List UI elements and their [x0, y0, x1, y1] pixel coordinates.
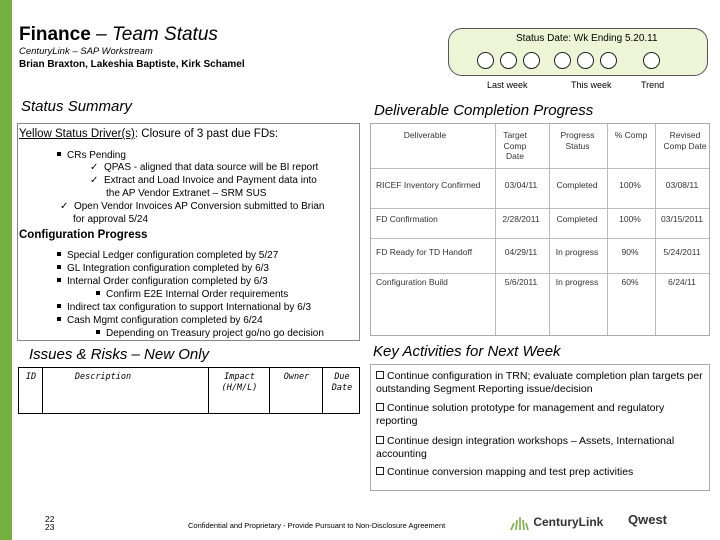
header-revised-date: Revised Comp Date	[663, 130, 707, 151]
deliverable-percent: 60%	[621, 277, 639, 287]
trend-label: Trend	[641, 80, 665, 90]
deliverables-title: Deliverable Completion Progress	[374, 102, 594, 119]
qwest-logo: Qwest	[628, 512, 668, 527]
config-item: Cash Mgmt configuration completed by 6/24	[57, 315, 263, 328]
this-week-circle-2	[577, 52, 594, 69]
config-sub-item: Depending on Treasury project go/no go decision	[96, 328, 324, 341]
issues-risks-table	[18, 367, 360, 414]
col-divider	[607, 124, 608, 335]
deliverable-target-date: 04/29/11	[504, 247, 538, 257]
trend-circle	[643, 52, 660, 69]
row-divider	[371, 273, 709, 274]
deliverable-percent: 90%	[621, 247, 639, 257]
driver-item-open-invoices-cont: for approval 5/24	[73, 214, 149, 225]
config-item: GL Integration configuration completed by 6/3	[57, 263, 269, 276]
row-divider	[371, 238, 709, 239]
config-sub-item: Confirm E2E Internal Order requirements	[96, 289, 288, 302]
issues-header-due-date: Due Date	[331, 372, 353, 393]
deliverable-revised-date: 03/15/2011	[661, 214, 703, 224]
centurylink-mark-icon	[508, 514, 530, 532]
last-week-circle-3	[523, 52, 540, 69]
key-activity-item: Continue design integration workshops – Assets, International accounting	[376, 435, 675, 460]
header-progress-status: Progress Status	[560, 130, 595, 151]
this-week-circle-3	[600, 52, 617, 69]
header-deliverable: Deliverable	[403, 130, 447, 140]
header-percent-complete: % Comp	[614, 130, 648, 140]
deliverable-target-date: 03/04/11	[504, 180, 538, 190]
confidentiality-notice: Confidential and Proprietary - Provide Pursuant to Non-Disclosure Agreement	[188, 521, 446, 530]
header-target-date: Target Comp Date	[503, 130, 527, 161]
deliverable-revised-date: 5/24/2011	[663, 247, 701, 257]
config-item: Internal Order configuration completed by 6/3	[57, 276, 268, 289]
issues-header-id: ID	[25, 372, 37, 382]
driver-item-extract: ✓ Extract and Load Invoice and Payment data into	[90, 175, 317, 186]
checkbox-icon	[376, 371, 384, 379]
left-brand-band	[0, 0, 12, 540]
deliverable-status: In progress	[555, 277, 599, 287]
checkbox-icon	[376, 403, 384, 411]
status-summary-title: Status Summary	[21, 98, 132, 115]
status-date: Status Date: Wk Ending 5.20.11	[516, 33, 658, 44]
status-driver-line: Yellow Status Driver(s): Closure of 3 past due FDs:	[19, 128, 279, 140]
key-activity-item: Continue conversion mapping and test prep activities	[376, 466, 706, 479]
deliverable-percent: 100%	[619, 214, 641, 224]
driver-item-crs: CRs Pending	[57, 150, 126, 163]
driver-item-open-invoices: ✓ Open Vendor Invoices AP Conversion submitted to Brian	[60, 201, 325, 212]
deliverable-status: In progress	[555, 247, 599, 257]
last-week-circle-2	[500, 52, 517, 69]
issues-header-owner: Owner	[283, 372, 310, 382]
workstream-label: CenturyLink – SAP Workstream	[19, 46, 153, 57]
deliverable-name: RICEF Inventory Confirmed	[376, 180, 481, 190]
configuration-progress-title: Configuration Progress	[19, 229, 148, 241]
deliverable-revised-date: 03/08/11	[665, 180, 699, 190]
row-divider	[371, 208, 709, 209]
row-divider	[371, 168, 709, 169]
key-activity-item: Continue solution prototype for management and regulatory reporting	[376, 402, 665, 427]
deliverable-name: FD Ready for TD Handoff	[376, 247, 473, 257]
checkbox-icon	[376, 436, 384, 444]
centurylink-logo: CenturyLink	[508, 514, 603, 532]
page-number: 22 23	[45, 514, 55, 532]
deliverables-table	[370, 123, 710, 336]
deliverable-percent: 100%	[619, 180, 641, 190]
config-item: Indirect tax configuration to support International by 6/3	[57, 302, 311, 315]
issues-header-description: Description	[74, 372, 132, 382]
last-week-label: Last week	[487, 80, 528, 90]
issues-header-impact: Impact (H/M/L)	[221, 372, 258, 393]
checkbox-icon	[376, 467, 384, 475]
this-week-circle-1	[554, 52, 571, 69]
col-divider	[549, 124, 550, 335]
last-week-circle-1	[477, 52, 494, 69]
key-activity-item: Continue configuration in TRN; evaluate completion plan targets per outstanding Segment Reporting issue/decision	[376, 370, 703, 395]
deliverable-status: Completed	[556, 180, 598, 190]
page-title: Finance – Team Status	[19, 24, 218, 45]
driver-item-extract-cont: the AP Vendor Extranet – SRM SUS	[106, 188, 267, 199]
deliverable-target-date: 2/28/2011	[502, 214, 540, 224]
key-activities-title: Key Activities for Next Week	[373, 343, 561, 360]
this-week-label: This week	[571, 80, 612, 90]
col-divider	[655, 124, 656, 335]
deliverable-revised-date: 6/24/11	[668, 277, 696, 287]
issues-risks-title: Issues & Risks – New Only	[29, 346, 210, 363]
deliverable-target-date: 5/6/2011	[504, 277, 538, 287]
config-item: Special Ledger configuration completed by 5/27	[57, 250, 278, 263]
team-members: Brian Braxton, Lakeshia Baptiste, Kirk Schamel	[19, 59, 245, 70]
deliverable-name: FD Confirmation	[376, 214, 438, 224]
deliverable-status: Completed	[556, 214, 598, 224]
deliverable-name: Configuration Build	[376, 277, 448, 287]
driver-item-qpas: ✓ QPAS - aligned that data source will be BI report	[90, 162, 319, 173]
